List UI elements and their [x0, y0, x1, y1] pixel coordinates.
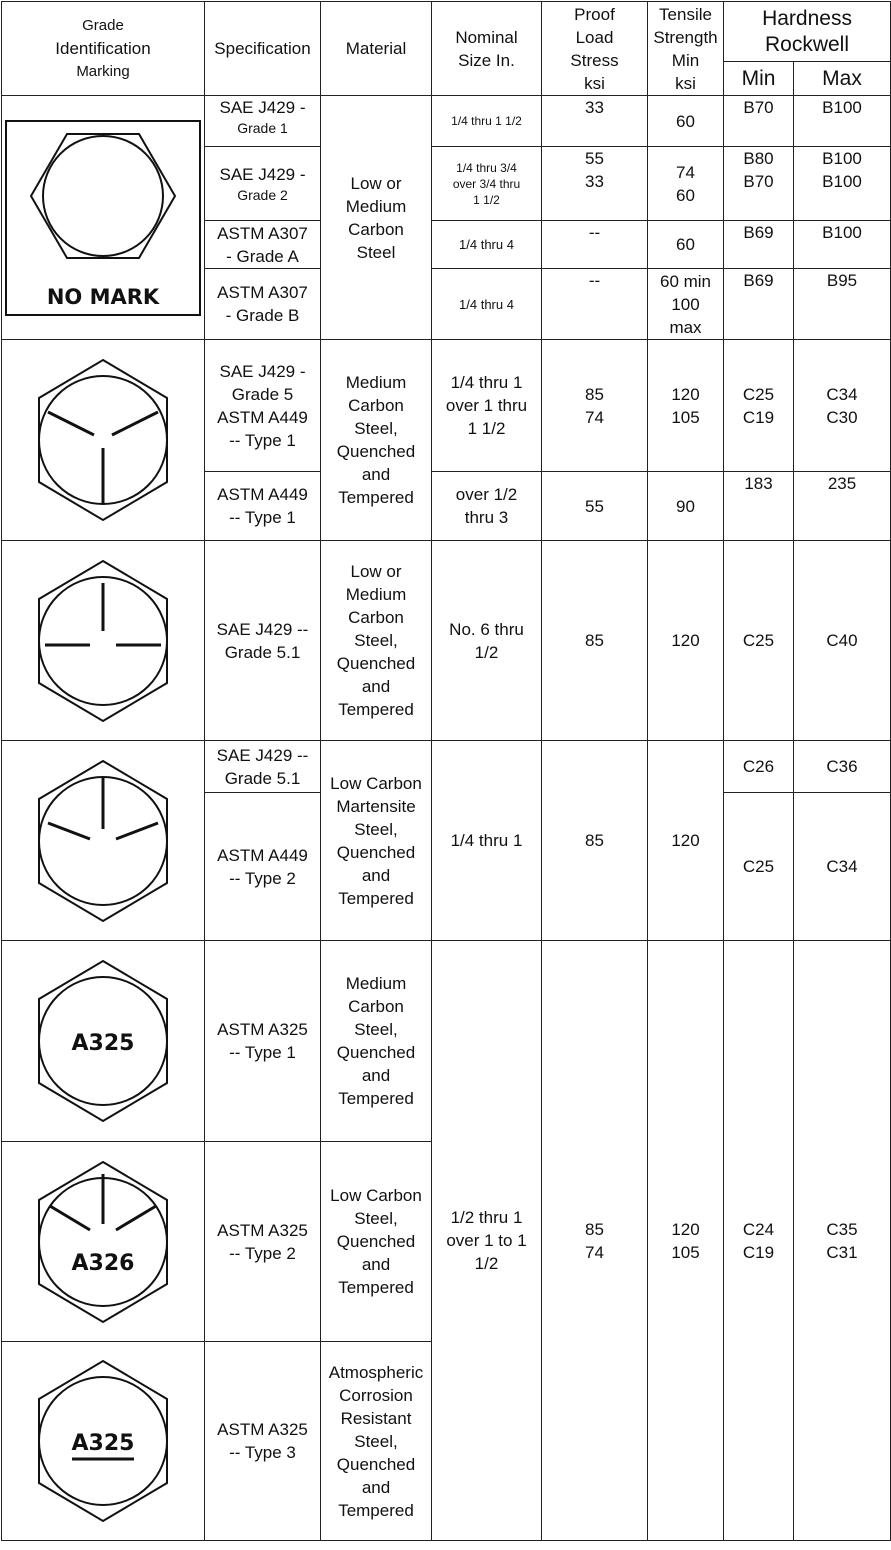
proof-grade-2: 55 33: [542, 147, 648, 221]
a325-type-2-mark-text: A326: [71, 1250, 135, 1276]
tensile-a325: 120 105: [648, 941, 724, 1541]
spec-sae-j429-grade-1: SAE J429 - Grade 1: [205, 96, 321, 147]
hardness-min-a449-type-1: 183: [724, 472, 794, 541]
proof-grade-1: 33: [542, 96, 648, 147]
grade-mark-a325-type-2: [2, 1142, 205, 1342]
material-a325-type-2: Low Carbon Steel, Quenched and Tempered: [321, 1142, 432, 1342]
hardness-min-a307-grade-a: B69: [724, 221, 794, 269]
material-low-carbon-martensite: Low Carbon Martensite Steel, Quenched and Tempered: [321, 741, 432, 941]
tensile-a307-grade-b: 60 min 100 max: [648, 269, 724, 340]
tensile-martensite: 120: [648, 741, 724, 941]
spec-sae-j429-grade-5-1: SAE J429 -- Grade 5.1: [205, 541, 321, 741]
hardness-min-grade-2: B80 B70: [724, 147, 794, 221]
grade-mark-a325-type-1: [2, 941, 205, 1142]
size-a449-type-1: over 1/2 thru 3: [432, 472, 542, 541]
size-grade-1: 1/4 thru 1 1/2: [432, 96, 542, 147]
a325-type-3-mark-text: A325: [71, 1431, 135, 1456]
a325-type-1-mark-text: A325: [71, 1031, 135, 1056]
size-grade-5: 1/4 thru 1 over 1 thru 1 1/2: [432, 340, 542, 472]
tensile-grade-1: 60: [648, 96, 724, 147]
material-medium-carbon-qt: Medium Carbon Steel, Quenched and Tempered: [321, 340, 432, 541]
spec-astm-a307-grade-a: ASTM A307 - Grade A: [205, 221, 321, 269]
spec-astm-a449-type-1: ASTM A449 -- Type 1: [205, 472, 321, 541]
hardness-max-grade-2: B100 B100: [794, 147, 891, 221]
hex-bolt-cross-lines-icon: [28, 553, 178, 729]
grade-mark-a325-type-3: [2, 1342, 205, 1541]
hex-bolt-no-mark-icon: [7, 122, 199, 314]
size-grade-2: 1/4 thru 3/4 over 3/4 thru 1 1/2: [432, 147, 542, 221]
hardness-max-grade-1: B100: [794, 96, 891, 147]
tensile-grade-5-1: 120: [648, 541, 724, 741]
size-grade-5-1: No. 6 thru 1/2: [432, 541, 542, 741]
proof-grade-5-1: 85: [542, 541, 648, 741]
hardness-min-grade-1: B70: [724, 96, 794, 147]
hardness-max-a307-grade-b: B95: [794, 269, 891, 340]
no-mark-frame: [5, 120, 201, 316]
hex-bolt-three-lines-icon: [28, 352, 178, 528]
grade-mark-three-lines: [2, 340, 205, 541]
hardness-max-a325: C35 C31: [794, 941, 891, 1541]
spec-sae-j429-grade-2: SAE J429 - Grade 2: [205, 147, 321, 221]
grade-mark-three-upper-lines: [2, 741, 205, 941]
spec-astm-a449-type-2: ASTM A449 -- Type 2: [205, 793, 321, 941]
spec-sae-j429-grade-5: SAE J429 - Grade 5 ASTM A449 -- Type 1: [205, 340, 321, 472]
material-a325-type-1: Medium Carbon Steel, Quenched and Tempered: [321, 941, 432, 1142]
header-hardness-max: Max: [794, 62, 891, 96]
tensile-a307-grade-a: 60: [648, 221, 724, 269]
size-martensite: 1/4 thru 1: [432, 741, 542, 941]
tensile-grade-2: 74 60: [648, 147, 724, 221]
spec-astm-a325-type-3: ASTM A325 -- Type 3: [205, 1342, 321, 1541]
hardness-max-grade-5-1: C40: [794, 541, 891, 741]
no-mark-label: NO MARK: [46, 284, 160, 309]
proof-a307-grade-a: --: [542, 221, 648, 269]
spec-astm-a307-grade-b: ASTM A307 - Grade B: [205, 269, 321, 340]
grade-mark-cross-lines: [2, 541, 205, 741]
header-tensile-strength: Tensile Strength Min ksi: [648, 2, 724, 96]
hardness-max-grade-5: C34 C30: [794, 340, 891, 472]
header-grade-marking: Grade Identification Marking: [2, 2, 205, 96]
spec-astm-a325-type-1: ASTM A325 -- Type 1: [205, 941, 321, 1142]
header-material: Material: [321, 2, 432, 96]
header-specification: Specification: [205, 2, 321, 96]
material-low-medium-carbon-qt: Low or Medium Carbon Steel, Quenched and Tempered: [321, 541, 432, 741]
material-low-medium-carbon: Low or Medium Carbon Steel: [321, 96, 432, 340]
bolt-grade-table: [1, 1, 891, 1541]
hardness-min-a307-grade-b: B69: [724, 269, 794, 340]
header-hardness-min: Min: [724, 62, 794, 96]
spec-astm-a325-type-2: ASTM A325 -- Type 2: [205, 1142, 321, 1342]
hardness-min-grade-5-1: C25: [724, 541, 794, 741]
material-a325-type-3: Atmospheric Corrosion Resistant Steel, Quenched and Tempered: [321, 1342, 432, 1541]
header-proof-load: Proof Load Stress ksi: [542, 2, 648, 96]
hex-bolt-a326-lines-icon: [28, 1154, 178, 1330]
header-nominal-size: Nominal Size In.: [432, 2, 542, 96]
hardness-max-a449-type-1: 235: [794, 472, 891, 541]
size-a307-grade-a: 1/4 thru 4: [432, 221, 542, 269]
hardness-max-a307-grade-a: B100: [794, 221, 891, 269]
hex-bolt-three-upper-lines-icon: [28, 753, 178, 929]
proof-a325: 85 74: [542, 941, 648, 1541]
size-a307-grade-b: 1/4 thru 4: [432, 269, 542, 340]
proof-martensite: 85: [542, 741, 648, 941]
hardness-min-grade-5: C25 C19: [724, 340, 794, 472]
hardness-max-a449-type-2: C34: [794, 793, 891, 941]
proof-a307-grade-b: --: [542, 269, 648, 340]
grade-mark-no-mark: [2, 96, 205, 340]
proof-a449-type-1: 55: [542, 472, 648, 541]
hardness-min-a325: C24 C19: [724, 941, 794, 1541]
size-a325: 1/2 thru 1 over 1 to 1 1/2: [432, 941, 542, 1541]
tensile-a449-type-1: 90: [648, 472, 724, 541]
hardness-max-grade-5-1-martensite: C36: [794, 741, 891, 793]
hardness-min-a449-type-2: C25: [724, 793, 794, 941]
hex-bolt-a325-icon: [28, 953, 178, 1129]
hex-bolt-a325-underlined-icon: [28, 1353, 178, 1529]
proof-grade-5: 85 74: [542, 340, 648, 472]
header-hardness-rockwell: Hardness Rockwell: [724, 2, 891, 62]
hardness-min-grade-5-1-martensite: C26: [724, 741, 794, 793]
spec-sae-j429-grade-5-1-martensite: SAE J429 -- Grade 5.1: [205, 741, 321, 793]
tensile-grade-5: 120 105: [648, 340, 724, 472]
